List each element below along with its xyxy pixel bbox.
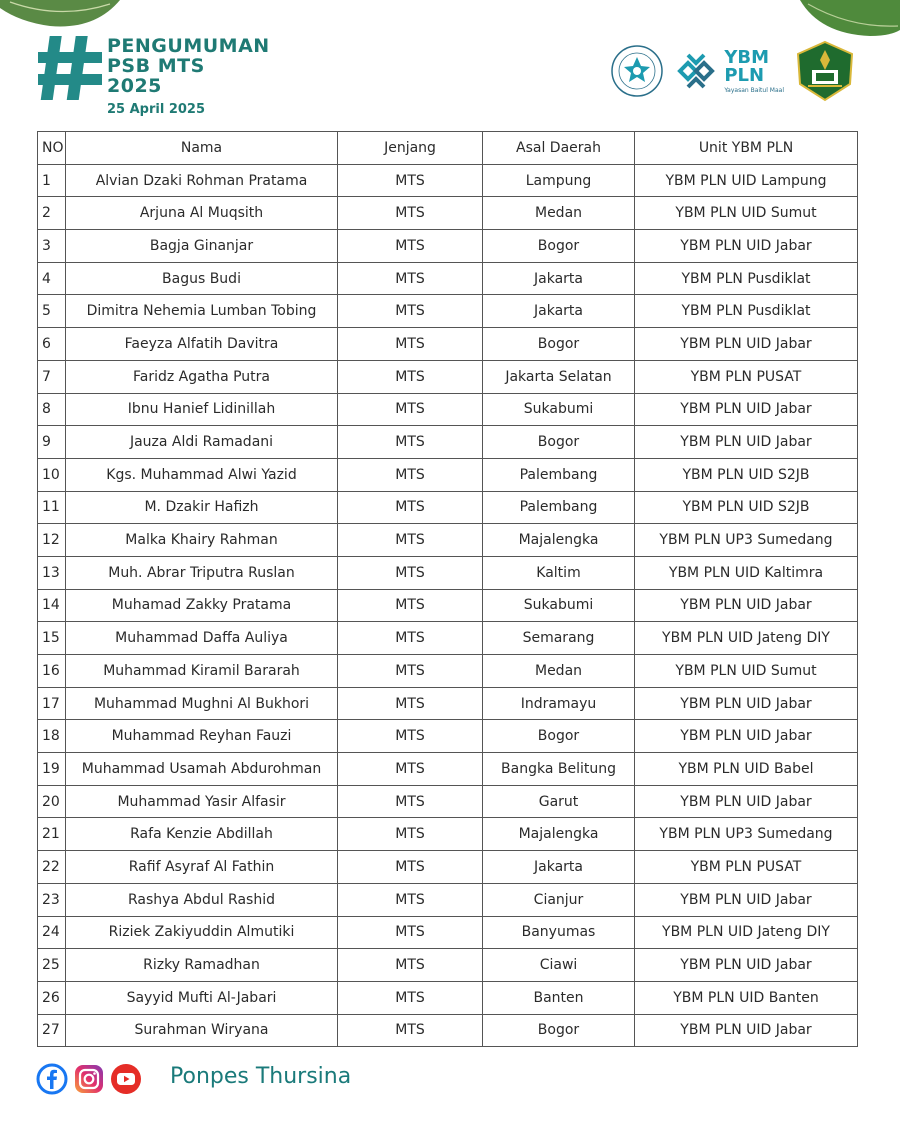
cell-no: 6	[38, 328, 66, 361]
cell-nama: M. Dzakir Hafizh	[66, 491, 338, 524]
cell-jenjang: MTS	[338, 524, 483, 557]
pln-word: PLN	[724, 64, 765, 86]
cell-nama: Faridz Agatha Putra	[66, 360, 338, 393]
leaf-decoration-left	[0, 0, 130, 30]
cell-asal-daerah: Banten	[483, 981, 635, 1014]
cell-nama: Jauza Aldi Ramadani	[66, 426, 338, 459]
column-header-nama: Nama	[66, 132, 338, 165]
column-header-jenjang: Jenjang	[338, 132, 483, 165]
cell-unit-ybm-pln: YBM PLN UID Jabar	[635, 230, 858, 263]
table-row	[38, 295, 858, 328]
table-row	[38, 981, 858, 1014]
cell-asal-daerah: Jakarta Selatan	[483, 360, 635, 393]
cell-nama: Faeyza Alfatih Davitra	[66, 328, 338, 361]
cell-no: 13	[38, 556, 66, 589]
cell-asal-daerah: Bogor	[483, 1014, 635, 1047]
thursina-logo-icon	[610, 44, 664, 98]
column-header-asal-daerah: Asal Daerah	[483, 132, 635, 165]
table-row	[38, 949, 858, 982]
table-row	[38, 1014, 858, 1047]
cell-no: 3	[38, 230, 66, 263]
cell-no: 4	[38, 262, 66, 295]
cell-no: 16	[38, 655, 66, 688]
cell-unit-ybm-pln: YBM PLN UID Lampung	[635, 164, 858, 197]
ybm-pln-logo	[674, 48, 784, 94]
cell-nama: Muhammad Kiramil Bararah	[66, 655, 338, 688]
cell-unit-ybm-pln: YBM PLN PUSAT	[635, 851, 858, 884]
cell-asal-daerah: Semarang	[483, 622, 635, 655]
cell-asal-daerah: Medan	[483, 655, 635, 688]
cell-asal-daerah: Garut	[483, 785, 635, 818]
cell-unit-ybm-pln: YBM PLN UID Kaltimra	[635, 556, 858, 589]
cell-no: 22	[38, 851, 66, 884]
cell-jenjang: MTS	[338, 851, 483, 884]
footer-brand-name: Ponpes Thursina	[170, 1064, 352, 1089]
cell-no: 21	[38, 818, 66, 851]
cell-jenjang: MTS	[338, 687, 483, 720]
cell-no: 8	[38, 393, 66, 426]
cell-jenjang: MTS	[338, 785, 483, 818]
cell-asal-daerah: Palembang	[483, 491, 635, 524]
cell-jenjang: MTS	[338, 295, 483, 328]
table-row	[38, 230, 858, 263]
cell-unit-ybm-pln: YBM PLN UID Banten	[635, 981, 858, 1014]
cell-unit-ybm-pln: YBM PLN UID Babel	[635, 753, 858, 786]
cell-nama: Rashya Abdul Rashid	[66, 883, 338, 916]
cell-jenjang: MTS	[338, 981, 483, 1014]
cell-asal-daerah: Banyumas	[483, 916, 635, 949]
cell-unit-ybm-pln: YBM PLN UID Jabar	[635, 328, 858, 361]
cell-no: 19	[38, 753, 66, 786]
cell-unit-ybm-pln: YBM PLN UID Jabar	[635, 393, 858, 426]
cell-jenjang: MTS	[338, 164, 483, 197]
table-row	[38, 851, 858, 884]
cell-unit-ybm-pln: YBM PLN UID Sumut	[635, 655, 858, 688]
cell-asal-daerah: Jakarta	[483, 295, 635, 328]
cell-no: 17	[38, 687, 66, 720]
cell-unit-ybm-pln: YBM PLN Pusdiklat	[635, 295, 858, 328]
partner-logos	[610, 40, 856, 102]
cell-asal-daerah: Medan	[483, 197, 635, 230]
table-row	[38, 655, 858, 688]
table-row	[38, 393, 858, 426]
cell-asal-daerah: Ciawi	[483, 949, 635, 982]
cell-asal-daerah: Palembang	[483, 458, 635, 491]
cell-asal-daerah: Bogor	[483, 230, 635, 263]
table-row	[38, 328, 858, 361]
cell-unit-ybm-pln: YBM PLN UP3 Sumedang	[635, 818, 858, 851]
cell-jenjang: MTS	[338, 655, 483, 688]
cell-jenjang: MTS	[338, 916, 483, 949]
social-icons	[36, 1063, 142, 1095]
cell-jenjang: MTS	[338, 720, 483, 753]
cell-jenjang: MTS	[338, 556, 483, 589]
cell-unit-ybm-pln: YBM PLN UID Jabar	[635, 720, 858, 753]
cell-unit-ybm-pln: YBM PLN UID Jabar	[635, 949, 858, 982]
table-row	[38, 197, 858, 230]
cell-unit-ybm-pln: YBM PLN UID Jabar	[635, 687, 858, 720]
cell-jenjang: MTS	[338, 393, 483, 426]
table-row	[38, 524, 858, 557]
cell-unit-ybm-pln: YBM PLN UID Jateng DIY	[635, 622, 858, 655]
cell-jenjang: MTS	[338, 589, 483, 622]
cell-nama: Rafif Asyraf Al Fathin	[66, 851, 338, 884]
cell-no: 11	[38, 491, 66, 524]
ybm-pln-mark-icon	[674, 48, 720, 94]
cell-nama: Surahman Wiryana	[66, 1014, 338, 1047]
cell-jenjang: MTS	[338, 883, 483, 916]
table-row	[38, 785, 858, 818]
cell-no: 18	[38, 720, 66, 753]
cell-nama: Rizky Ramadhan	[66, 949, 338, 982]
title-line-3: 2025	[107, 75, 162, 97]
table-row	[38, 818, 858, 851]
cell-unit-ybm-pln: YBM PLN UID Sumut	[635, 197, 858, 230]
cell-no: 2	[38, 197, 66, 230]
cell-unit-ybm-pln: YBM PLN PUSAT	[635, 360, 858, 393]
table-row	[38, 622, 858, 655]
cell-nama: Alvian Dzaki Rohman Pratama	[66, 164, 338, 197]
cell-nama: Muhammad Usamah Abdurohman	[66, 753, 338, 786]
cell-jenjang: MTS	[338, 949, 483, 982]
title-line-2: PSB MTS	[107, 55, 205, 77]
cell-nama: Bagus Budi	[66, 262, 338, 295]
cell-jenjang: MTS	[338, 491, 483, 524]
hashtag-icon	[36, 34, 104, 102]
table-row	[38, 720, 858, 753]
cell-asal-daerah: Jakarta	[483, 851, 635, 884]
cell-no: 20	[38, 785, 66, 818]
cell-unit-ybm-pln: YBM PLN UID Jabar	[635, 1014, 858, 1047]
table-row	[38, 883, 858, 916]
table-row	[38, 753, 858, 786]
cell-no: 27	[38, 1014, 66, 1047]
cell-asal-daerah: Lampung	[483, 164, 635, 197]
cell-unit-ybm-pln: YBM PLN UID Jateng DIY	[635, 916, 858, 949]
cell-nama: Arjuna Al Muqsith	[66, 197, 338, 230]
table-row	[38, 426, 858, 459]
column-header-unit-ybm-pln: Unit YBM PLN	[635, 132, 858, 165]
cell-asal-daerah: Bogor	[483, 426, 635, 459]
cell-no: 14	[38, 589, 66, 622]
cell-jenjang: MTS	[338, 197, 483, 230]
cell-jenjang: MTS	[338, 622, 483, 655]
cell-jenjang: MTS	[338, 753, 483, 786]
instagram-icon[interactable]	[73, 1063, 105, 1095]
title-line-1: PENGUMUMAN	[107, 35, 270, 57]
table-row	[38, 458, 858, 491]
cell-nama: Riziek Zakiyuddin Almutiki	[66, 916, 338, 949]
cell-no: 10	[38, 458, 66, 491]
ybm-word: YBM	[724, 46, 770, 68]
leaf-decoration-right	[790, 0, 900, 40]
cell-jenjang: MTS	[338, 328, 483, 361]
ybm-subtitle: Yayasan Baitul Maal	[724, 86, 784, 94]
cell-asal-daerah: Sukabumi	[483, 393, 635, 426]
cell-asal-daerah: Jakarta	[483, 262, 635, 295]
cell-no: 7	[38, 360, 66, 393]
cell-nama: Muhammad Mughni Al Bukhori	[66, 687, 338, 720]
cell-no: 26	[38, 981, 66, 1014]
cell-nama: Rafa Kenzie Abdillah	[66, 818, 338, 851]
cell-jenjang: MTS	[338, 230, 483, 263]
cell-nama: Kgs. Muhammad Alwi Yazid	[66, 458, 338, 491]
cell-asal-daerah: Sukabumi	[483, 589, 635, 622]
cell-asal-daerah: Kaltim	[483, 556, 635, 589]
table-body	[38, 164, 858, 1047]
cell-unit-ybm-pln: YBM PLN UID Jabar	[635, 785, 858, 818]
announcement-date: 25 April 2025	[107, 102, 206, 117]
cell-no: 1	[38, 164, 66, 197]
table-row	[38, 589, 858, 622]
cell-nama: Sayyid Mufti Al-Jabari	[66, 981, 338, 1014]
cell-nama: Ibnu Hanief Lidinillah	[66, 393, 338, 426]
facebook-icon[interactable]	[36, 1063, 68, 1095]
cell-no: 9	[38, 426, 66, 459]
kemenag-logo-icon	[794, 40, 856, 102]
cell-nama: Malka Khairy Rahman	[66, 524, 338, 557]
cell-asal-daerah: Majalengka	[483, 818, 635, 851]
cell-unit-ybm-pln: YBM PLN UID Jabar	[635, 589, 858, 622]
table-row	[38, 491, 858, 524]
cell-nama: Muhammad Yasir Alfasir	[66, 785, 338, 818]
cell-no: 23	[38, 883, 66, 916]
cell-no: 25	[38, 949, 66, 982]
cell-nama: Muhammad Reyhan Fauzi	[66, 720, 338, 753]
cell-nama: Muhamad Zakky Pratama	[66, 589, 338, 622]
cell-nama: Bagja Ginanjar	[66, 230, 338, 263]
cell-unit-ybm-pln: YBM PLN UID Jabar	[635, 426, 858, 459]
announcement-title	[107, 36, 270, 117]
cell-jenjang: MTS	[338, 360, 483, 393]
cell-asal-daerah: Bogor	[483, 328, 635, 361]
table-row	[38, 360, 858, 393]
cell-jenjang: MTS	[338, 458, 483, 491]
cell-unit-ybm-pln: YBM PLN UID S2JB	[635, 458, 858, 491]
table-row	[38, 262, 858, 295]
cell-unit-ybm-pln: YBM PLN UP3 Sumedang	[635, 524, 858, 557]
table-row	[38, 164, 858, 197]
cell-asal-daerah: Cianjur	[483, 883, 635, 916]
student-table	[37, 131, 858, 1047]
youtube-icon[interactable]	[110, 1063, 142, 1095]
table-row	[38, 687, 858, 720]
column-header-no: NO	[38, 132, 66, 165]
cell-jenjang: MTS	[338, 818, 483, 851]
cell-jenjang: MTS	[338, 426, 483, 459]
cell-no: 5	[38, 295, 66, 328]
cell-nama: Dimitra Nehemia Lumban Tobing	[66, 295, 338, 328]
cell-jenjang: MTS	[338, 1014, 483, 1047]
table-row	[38, 916, 858, 949]
cell-unit-ybm-pln: YBM PLN UID Jabar	[635, 883, 858, 916]
cell-no: 12	[38, 524, 66, 557]
cell-nama: Muhammad Daffa Auliya	[66, 622, 338, 655]
cell-no: 24	[38, 916, 66, 949]
cell-unit-ybm-pln: YBM PLN UID S2JB	[635, 491, 858, 524]
cell-no: 15	[38, 622, 66, 655]
cell-asal-daerah: Bangka Belitung	[483, 753, 635, 786]
cell-unit-ybm-pln: YBM PLN Pusdiklat	[635, 262, 858, 295]
table-row	[38, 556, 858, 589]
cell-asal-daerah: Indramayu	[483, 687, 635, 720]
cell-asal-daerah: Bogor	[483, 720, 635, 753]
table-header-row	[38, 132, 858, 165]
cell-jenjang: MTS	[338, 262, 483, 295]
cell-nama: Muh. Abrar Triputra Ruslan	[66, 556, 338, 589]
cell-asal-daerah: Majalengka	[483, 524, 635, 557]
